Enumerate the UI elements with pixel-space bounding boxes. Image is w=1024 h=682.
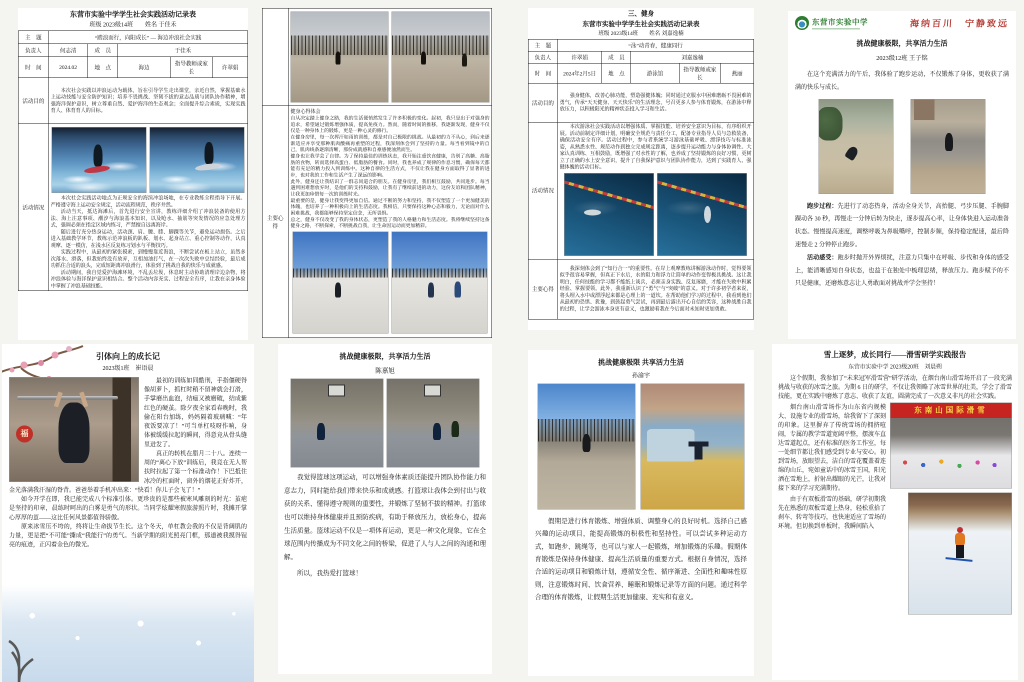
winter-walk-photo-1 (291, 12, 389, 103)
running-photo (911, 99, 986, 194)
doc-title: 东营市实验中学学生社会实践活动记录表 (70, 11, 196, 19)
essay-byline: 陈嘉旭 (375, 366, 395, 374)
essay-title: 挑战健康极限，共享活力生活 (339, 353, 431, 361)
purpose-text (557, 83, 753, 122)
report-title: 雪上逐梦，成长同行——滑雪研学实践报告 (823, 351, 967, 359)
essay-byline: 2023级12班 王子铭 (876, 54, 928, 62)
boy-silhouette (59, 402, 90, 462)
school-motto: 海纳百川 宁静致远 (909, 18, 1010, 29)
walker-silhouette (336, 52, 341, 65)
insight-cell (288, 106, 492, 338)
place-label: 地 点 (88, 57, 118, 78)
door-frame (113, 378, 131, 482)
skis (946, 557, 973, 562)
member-label: 成 员 (88, 44, 118, 57)
essay-paragraph: 我觉得篮球这项运动，可以增强身体素质还能提升团队协作能力和意志力，同时能给我们带来快乐和成就感。打篮球让我体会到付出与收获的关系、懂得遵守规则的重要性，并锻炼了坚韧不拔的精神。打篮球也可以维持身体健康并且预防疾病，有助于释放压力，放松身心，提高生活质量。篮球运动不仅是一项体育运动，更是一种文化现象，它在全球范围内传播成为不同文化之间的桥梁，促进了人与人之间的沟通和理解。 (284, 473, 486, 561)
player-silhouette (433, 423, 441, 440)
stretching-person (844, 145, 859, 161)
stretching-person (688, 442, 708, 447)
insight-label: 主要心得 (528, 259, 557, 319)
surfer-silhouette (205, 142, 214, 164)
exercise-photos (535, 384, 747, 510)
frozen-lake-photo-1 (293, 231, 389, 333)
park-run-photo (538, 384, 636, 510)
record-table (262, 8, 492, 338)
reflection-paragraph: 在健身房里，每一次挥汗如雨的训练，都是对自己极限的挑战。从最初的力不从心，到后来逐渐适应并享受那种肌肉酸痛再重塑的过程，我深刻体会到了坚持的力量。每当看到镜中的自己，肌肉线条逐渐清晰，那份成就感和自豪感便油然而生。 (290, 134, 490, 153)
basketball-photos (284, 379, 486, 468)
walker-silhouette (462, 53, 467, 66)
teacher-value: 燕丽 (720, 63, 753, 83)
theme-value: “泳”动青春，健康同行 (557, 39, 753, 51)
ski-group-photo (890, 403, 1012, 489)
time-value: 2024.02 (48, 57, 87, 78)
leader-label: 负责人 (18, 44, 48, 57)
insight-cell (557, 259, 753, 319)
lane-rope (657, 177, 747, 219)
theme-label: 主 题 (528, 39, 557, 51)
arm (54, 392, 63, 408)
frozen-lake-photos (291, 231, 490, 333)
essay-paragraph: 原来冰雪压不垮的，终将让生命拔节生长。这个冬天，单杠教会我的不仅是背阔肌的力量，更是把“不可能”撕成“我能行”的勇气。当新学期的阳光照亮门框，那道被我摸得锃亮的痕迹，正闪着金色的微光。 (9, 522, 247, 549)
stretching-photo (819, 99, 894, 194)
runner-silhouette (583, 434, 591, 452)
reflection-paragraph: 健身也让我学会了自律。为了保持最佳的训练状态，我开始注重饮食健康，告别了高糖、高脂肪的食物，转而选择高蛋白、低脂肪的餐食。同时，我也养成了规律的作息习惯，确保每天都能有充足的精力投入到训练中。这种自律的生活方式，不仅让我在健身方面取得了显著的进步，也对我的工作和生活产生了深远的影响。 (290, 153, 490, 178)
basketball-photo-2 (387, 379, 480, 468)
fu-charm-badge: 福 (16, 425, 33, 442)
teacher-label: 指导教师或家长 (679, 63, 720, 83)
swimmer-silhouette (584, 209, 601, 215)
reflection-heading: 健身心得体会 (290, 109, 321, 115)
essay-paragraph: 假期是进行体育锻炼、增强体质、调整身心的良好时机。选择自己感兴趣的运动项目，能提高锻炼的积极性和坚持性。可以尝试多种运动方式，如跑步、跳绳等，也可以与家人一起锻炼，增加锻炼的乐趣。假期体育锻炼是保持身体健康、提高生活质量的重要方式。根据自身情况，选择合适的运动项目和锻炼计划，遵循安全性、循序渐进、全面性和趣味性原则，注意锻炼时间、饮食营养、睡眠和锻炼记录等方面的问题。通过科学合理的体育锻炼，让假期生活更加健康、充实和有意义。 (535, 517, 747, 601)
surfing-photo-1 (52, 127, 147, 193)
record-form-surfing (18, 8, 248, 340)
empty-label-cell (262, 8, 288, 106)
leader-label: 负责人 (528, 51, 557, 63)
runner-silhouette (945, 133, 953, 151)
purpose-label: 活动目的 (18, 78, 48, 124)
time-value: 2024年2月5日 (557, 63, 601, 83)
class-name-line: 班级 2023级14班 姓名 刘嘉逸楠 (598, 30, 684, 37)
member-value: 刘嘉逸楠 (631, 51, 754, 63)
backboard (328, 384, 345, 396)
situation-paragraph: 活动期间，我自觉爱护海滩环境，不乱丢垃圾，休息时主动协助清理岸边杂物，将冲浪体验与海洋保护意识相结合。整个活动内容充实、过程安全有序，让我在亲身体验中掌握了冲浪基础技能。 (50, 269, 246, 289)
surfing-photos (51, 127, 246, 193)
feel-paragraph (795, 251, 1009, 290)
record-table (528, 39, 754, 319)
place-label: 地 点 (602, 63, 631, 83)
purpose-text (48, 78, 247, 124)
running-report-page (788, 11, 1016, 339)
bare-trees (392, 35, 489, 55)
reflection-paragraph: 最重要的是，健身让我变得更加自信。通过不断的努力和坚持，我不仅塑造了一个更加健美的体魄，也培养了一种积极向上的生活态度。我相信，只要保持这种心态和毅力，无论面对什么困难挑战，我都能够保持坚定信念，无所畏惧。 (290, 197, 490, 216)
person-on-ice (335, 282, 341, 297)
member-label: 成 员 (602, 51, 631, 63)
situation-paragraph: 随后进行充分热身运动，活动颈、肩、腰、膝、脚踝等关节，避免运动损伤。之后进入基础教学环节，教练示范冲浪板的趴板、划水、起身站立、重心控制等动作，认真观摩、逐一模仿，在浅水区反复练习划水与平衡技巧。 (50, 229, 246, 249)
essay-paragraph: 真正的转机在腊月二十八。连续一周的“离心下放”训练后，我竟在无人帮扶时拉起了第一个标准动作！下巴抵住冰冷的杠面时，窗外的烟花正好炸开，金光落满我汗湿的脊背。爸爸举着手机冲出来：“快看！你儿子会飞了！” (9, 449, 247, 494)
essay-byline: 2023级1班 崔语晨 (102, 364, 154, 372)
ski-resort-banner: 东南山国际滑雪 (891, 403, 1012, 418)
leader-value: 何志清 (48, 44, 87, 57)
situation-label: 活动情况 (18, 124, 48, 291)
theme-label: 主 题 (18, 31, 48, 44)
teacher-value: 许翠娟 (213, 57, 248, 78)
essay-title: 引体向上的成长记 (95, 352, 160, 361)
player-silhouette (317, 423, 325, 440)
person-on-ice (455, 281, 462, 297)
backboard (424, 384, 441, 396)
walker-silhouette (421, 52, 426, 65)
skier-photo (908, 493, 1012, 615)
winter-walk-photo-2 (392, 12, 490, 103)
time-label: 时 间 (18, 57, 48, 78)
record-form-fitness-continuation (262, 8, 492, 338)
reflection-paragraph: 总之，健身不仅改变了我的身体状态，更塑造了我的人格魅力和生活态度。我将继续坚持这条健身之路，不断探索，不断挑战自我，让生命因运动而更加精彩。 (290, 216, 490, 229)
exercise-essay-page (528, 350, 754, 676)
insight-paragraph: 我深刻体会到了“知行合一”的重要性。在岸上观摩教练讲解游泳动作时，觉得要领似乎很容易掌握，但真正下水后，水的阻力和浮力让简单的动作变得极具挑战。这让我明白，任何技能的学习都不能纸上谈兵，必须亲身实践、反复琢磨，才能在失败中积累经验、掌握要领。此外，我重新认识了“勇气”与“突破”的意义。对于许多初学者来说，将头埋入水中或漂浮起来都是心理上的一道坎。在帮助他们学习的过程中，我看到他们从最初的恐惧、犹豫，到鼓起勇气尝试，再到最后露出开心自信的笑容，这种战胜自我的过程，让学会游泳本身更有意义，也激励着我在今后面对未知时更加勇敢。 (559, 265, 752, 312)
underwater-swim-photo-2 (657, 173, 747, 256)
run-process-text: 先进行了动态热身，活动全身关节，高抬腿、弓步压腿、手腕脚踝动各 30 秒，再慢走一分钟后转为快走，逐步提高心率，让身体快进入运动准备状态。慢慢提高速度，调整呼吸为鼻吸嘴呼，控制步频，保持稳定配速，最后降速慢走 2 分钟停止跑步。 (795, 202, 1009, 248)
ski-photos-column (890, 403, 1012, 619)
pullup-photo (9, 377, 139, 482)
reflection-paragraph: 此外，健身还让我结识了一群志同道合的朋友。在健身房里，我们相互鼓励，共同进步。每当遇到困难想放弃时，是他们的支持和鼓励，让我有了继续前进的动力，这份友谊和团队精神，让我更加珍惜每一次的训练时光。 (290, 178, 490, 197)
essay-paragraph: 所以，我热爱打篮球！ (297, 569, 363, 577)
feel-text: 跑步时抛开外界烦扰，注意力只集中在呼吸、步伐和身体的感受上，能清晰感知自身状态，也益于在独处中梳理思绪，释放压力。跑步赋予的不只是健康，还磨炼意志让人勇敢面对挑战并学会坚持！ (795, 253, 1009, 287)
report-paragraph: 烟台南山滑雪场作为山东省内规模大、设施专业的滑雪场，给我留下了深刻的印象。这里摒弃了传统雪场的拥挤喧闹，专属的教学雪道宽阔平整，摆渡车直达雪道起点，还有标准的医务工作室，每一处细节都让我们感受到专业与安心。初到雪场，放眼望去，洁白的雪花覆盖着连绵的山丘，宛如童话中的冰雪王国，阳光洒在雪地上，折射出耀眼的光芒，让我对接下来的学习充满期待。 (778, 403, 887, 492)
pullup-bar (17, 396, 118, 400)
purpose-label: 活动目的 (528, 83, 557, 122)
basketball-essay-page (278, 344, 492, 674)
surfing-photo-2 (150, 127, 245, 193)
stretch-yard-photo (641, 384, 745, 510)
purpose-paragraph: 本次社会实践以冲浪运动为载体，旨在引导学生走出课堂，亲近自然，掌握基础水上运动技能与安全防护知识；培养不畏挑战、坚韧不拔的意志品质与团队协作精神，增强海洋保护意识，树立尊重自然、爱护海洋的生态观念；全面提升综合素质，实现实践育人、体育育人的目标。 (50, 87, 246, 114)
school-letterhead (795, 16, 1009, 30)
school-logo-icon (795, 16, 809, 30)
teacher-label: 指导教师或家长 (170, 57, 212, 78)
reflection-paragraph: 自从决定踏上健身之路，我的生活便悄然发生了许多积极的变化。起初，我只是出于对强身的追求，希望通过锻炼增强体质，提高免疫力。然而，随着时间的推移，我逐渐发现，健身不仅仅是一种身体上的锻炼，更是一种心灵的修行。 (290, 115, 490, 134)
tree-line (392, 268, 487, 277)
ski-helmet (957, 527, 963, 533)
tree-line (293, 268, 388, 277)
situation-paragraph: 本次社会实践活动地点为正规安全的海滨冲浪场地，在专业教练全程指导下开展。严格遵守海上运动安全规定，活动流程规范，秩序井然。 (50, 195, 246, 208)
essay-title: 挑战健康极限 共享活力生活 (598, 359, 684, 367)
underwater-swim-photo-1 (564, 173, 654, 256)
surfer-silhouette (93, 144, 102, 166)
feel-label: 活动感受： (807, 253, 838, 261)
insight-label: 主要心得 (262, 106, 288, 338)
building (914, 99, 935, 120)
situation-paragraph: 活动当天，抵达海滩后，首先进行安全宣讲，教练详细介绍了冲浪装备的使用方法、海上注意事项、潮汐与海浪基本知识，以及呛水、抽筋等突发情况的应急处理方式，强调必须在指定区域内练习，严禁擅自远离海岸。 (50, 209, 246, 228)
surfboard (84, 165, 111, 175)
report-paragraph: 由于有双板滑雪的基础，研学初期我先在熟悉的双板雪道上热身，轻松重拾了刹车、转弯等技巧，也快速适应了雪场的环境。但切换到单板时，我瞬间陷入 (778, 495, 887, 530)
school-name-english-line (812, 28, 860, 30)
essay-title: 挑战健康极限，共享活力生活 (856, 40, 948, 48)
report-paragraph: 这个假期，我参加了“未来冠军滑雪营”研学活动，在烟台南山滑雪场开启了一段充满挑战与收获的冰雪之旅。为期 6 日的研学，不仅让我领略了冰雪世界的壮美，学会了滑雪技能，更在实践中磨炼了意志、收获了友谊，圆满完成了一次意义非凡的社会实践。 (778, 374, 1013, 400)
situation-paragraph: 本次游泳社会实践活动以增强体质、掌握技能、培养安全意识为目标，有序组织开展。活动前制定详细计划，明确安全规范与责任分工，配备专业指导人员与急救装备，确保活动安全有序。活动过程中，参与者系统学习游泳基础呼吸、漂浮技巧与标准泳姿，从熟悉水性、规范动作到独立完成规定距离，逐步提升运动能力与身体协调性。大家认真训练、互相鼓励，既增强了对水性的了解，也养成了坚持锻炼的良好习惯，更树立了正确的水上安全意识，提升了自我保护意识与团队协作能力，达到了实践育人、强健体魄的活动目标。 (559, 124, 752, 170)
person-on-ice (428, 282, 434, 297)
member-value: 于佳禾 (118, 44, 248, 57)
place-value: 游泳馆 (631, 63, 679, 83)
pullup-essay-page (2, 344, 254, 682)
purpose-paragraph: 强身健体，改善心肺功能，塑造强健体魄；同时通过克服水中困难磨砺不畏困难的勇气，传承“天天健身、天天快乐”的生活理念，号召更多人参与体育锻炼，在游泳中释放压力，以积极阳光的精神状态投入学习和生活。 (559, 93, 752, 113)
record-table (18, 31, 248, 292)
run-process-paragraph (795, 200, 1009, 252)
winter-walk-photos (291, 12, 490, 103)
basketball-photo-1 (291, 379, 384, 468)
class-name-line: 班级 2023级14班 姓名 于佳禾 (89, 21, 177, 28)
theme-value: “踏浪而行，向阳成长” — 海边冲浪社会实践 (48, 31, 247, 44)
essay-byline: 孙渝宇 (631, 372, 650, 379)
lane-rope (564, 177, 654, 219)
situation-paragraph: 实践过程中，从最初的紧张摸索，到慢慢靠近海浪，不断尝试在板上站立，虽然多次落水、滑落，但我始终没有放弃，互相加油打气，在一次次失败中总结经验，最后成功抓住合适的浪头，完成短距离冲浪滑行，体验到了挑战自我的快乐与成就感。 (50, 249, 246, 269)
doc-title: 东营市实验中学学生社会实践活动记录表 (582, 20, 700, 28)
situation-cell (48, 124, 247, 291)
swimming-photos (560, 173, 752, 256)
essay-paragraph: 最初的训练如同酷刑，手指僵硬得像胡萝卜，抓杠时稍不留神就会打滑，手掌磨出血泡，结痂又被磨破，结成紫红色的硬茧。除夕夜全家看春晚时，我偷在阳台加练，妈妈隔着玻璃喊：“年夜饭要凉了！”可当单杠吱呀作响，身体被缓缓拉起的瞬间，得意竟从骨头缝里迸发了。 (144, 377, 247, 448)
bushes (819, 107, 843, 141)
leader-value: 许翠娟 (557, 51, 601, 63)
school-name-block (812, 17, 868, 30)
section-heading: 三、健身 (627, 9, 654, 17)
situation-label: 活动情况 (528, 122, 557, 259)
surfboard (195, 162, 222, 172)
running-photos (795, 99, 1009, 194)
swimmer-silhouette (704, 206, 711, 223)
school-name: 东营市实验中学 (812, 18, 869, 27)
essay-body (9, 376, 247, 549)
skier-legs (956, 545, 964, 558)
skier-vest (955, 533, 965, 546)
situation-cell (557, 122, 753, 259)
time-label: 时 间 (528, 63, 557, 83)
intro-paragraph: 在这个充满活力的午后，我体验了跑步运动，不仅锻炼了身体，更收获了满满的快乐与成长。 (795, 70, 1009, 91)
winter-photos-cell (288, 8, 492, 106)
report-byline: 东营市实验中学 2023级20班 刘晨朔 (848, 364, 942, 370)
ski-report-page (772, 344, 1018, 680)
place-value: 海边 (118, 57, 170, 78)
record-form-swimming (528, 8, 754, 330)
frozen-lake-photo-2 (392, 231, 488, 333)
essay-paragraph: 如今开学在即，我已能完成八个标准引体。更珍贵的是那些被寒风雕刻的时光：茧疤是坚持的印章，晨练时呵出的白雾是勇气的形状。当同学炫耀寒假旅游照片时，我摊开掌心厚厚的茧——这比任何风景都值得骄傲。 (9, 495, 247, 521)
player-silhouette (451, 421, 459, 437)
snow-tree-silhouette (4, 622, 79, 682)
run-process-label: 跑步过程： (807, 202, 838, 210)
